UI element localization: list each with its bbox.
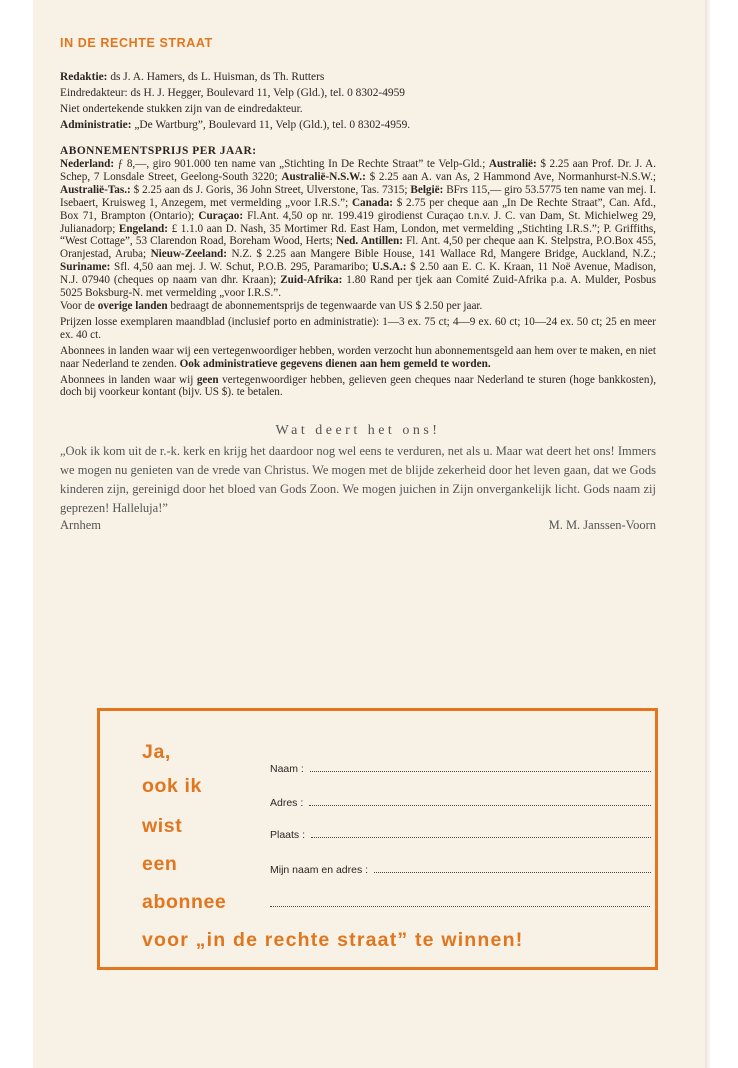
coupon-word-ook-ik: ook ik <box>142 775 202 797</box>
name-line[interactable] <box>310 770 651 772</box>
editorial-block <box>60 69 656 133</box>
city-field[interactable] <box>270 829 651 841</box>
city-label: Plaats : <box>270 829 306 841</box>
page-title: IN DE RECHTE STRAAT <box>60 36 213 50</box>
eindredakteur-line: Eindredakteur: ds H. J. Hegger, Boulevard 11, Velp (Gld.), tel. 0 8302-4959 <box>60 87 405 99</box>
coupon-word-een: een <box>142 853 178 875</box>
subscription-coupon <box>97 708 658 970</box>
redaktie-line: Redaktie: ds J. A. Hamers, ds L. Huisman, ds Th. Rutters <box>60 71 325 83</box>
address-label: Adres : <box>270 797 304 809</box>
coupon-word-abonnee: abonnee <box>142 891 227 913</box>
testimony-text: „Ook ik kom uit de r.-k. kerk en krijg het daardoor nog wel eens te verduren, net als u. Maar wat deert het ons! Immers we mogen nu genieten van de vrede van Christus. We mogen met de blijde zekerheid door het leven gaan, dat we Gods kinderen zijn, gereinigd door het bloed van Gods Zoon. We mogen juichen in Zijn onvergankelijk licht. Gods naam zij geprezen! Halleluja!” <box>60 444 656 516</box>
representative-note: Abonnees in landen waar wij een vertegenwoordiger hebben, worden verzocht hun abonnementsgeld aan hem over te maken, en niet naar Nederland te zenden. Ook administratieve gegevens dienen aan hem gemeld te worden. <box>60 344 656 370</box>
address-field[interactable] <box>270 797 651 809</box>
own-name-address-line[interactable] <box>374 871 651 873</box>
single-copy-prices: Prijzen losse exemplaren maandblad (inclusief porto en administratie): 1—3 ex. 75 ct; 4—9 ex. 60 ct; 10—24 ex. 50 ct; 25 en meer ex. 40 ct. <box>60 315 656 341</box>
city-line[interactable] <box>311 836 651 838</box>
unsigned-note: Niet ondertekende stukken zijn van de eindredakteur. <box>60 103 303 115</box>
testimony-signature <box>60 518 656 533</box>
name-field[interactable] <box>270 763 651 775</box>
page-content <box>60 36 656 533</box>
no-representative-note: Abonnees in landen waar wij geen vertegenwoordiger hebben, gelieven geen cheques naar Nederland te sturen (hoge bankkosten), doch bij voorkeur kontant (bijv. US $). te betalen. <box>60 373 656 399</box>
testimony-place: Arnhem <box>60 518 101 533</box>
administratie-line: Administratie: „De Wartburg”, Boulevard 11, Velp (Gld.), tel. 0 8302-4959. <box>60 119 411 131</box>
country-prices: Nederland: ƒ 8,—, giro 901.000 ten name van „Stichting In De Rechte Straat” te Velp-Gld.; Australië: $ 2.25 aan Prof. Dr. J. A. Schep, 7 Lonsdale Street, Geelong-South 3220; Australië-N.S.W.: $ 2.25 aan A. van As, 2 Hammond Ave, Normanhurst-N.S.W.; Australië-Tas.: $ 2.25 aan ds J. Goris, 36 John Street, Ulverstone, Tas. 7315; België: BFrs 115,— giro 53.5775 ten name van mej. I. Isebaert, Kruisweg 1, Anzegem, met vermelding „voor I.R.S.”; Canada: $ 2.75 per cheque aan „In De Rechte Straat”, Can. Afd., Box 71, Brampton (Ontario); Curaçao: Fl.Ant. 4,50 op nr. 199.419 girodienst Curaçao t.n.v. J. C. van Dam, St. Michielweg 29, Julianadorp; Engeland: £ 1.1.0 aan D. Nash, 35 Mortimer Rd. East Ham, London, met vermelding „Stichting I.R.S.”; P. Griffiths, “West Cottage”, 53 Clarendon Road, Boreham Wood, Herts; Ned. Antillen: Fl. Ant. 4,50 per cheque aan K. Stelpstra, P.O.Box 455, Oranjestad, Aruba; Nieuw-Zeeland: N.Z. $ 2.25 aan Mangere Bible House, 141 Wallace Rd, Mangere Bridge, Auckland, N.Z.; Suriname: Sfl. 4,50 aan mej. J. W. Schut, P.O.B. 295, Paramaribo; U.S.A.: $ 2.50 aan E. C. K. Kraan, 11 Noë Avenue, Madison, N.J. 07940 (cheques op naam van dhr. Kraan); Zuid-Afrika: 1.80 Rand per tjek aan Comité Zuid-Afrika p.a. A. Mulder, Posbus 5025 Boksburg-N. met vermelding „voor I.R.S.”. Voor de overige landen bedraagt de abonnementsprijs de tegenwaarde van US $ 2.50 per jaar. <box>60 158 657 312</box>
subscription-heading: ABONNEMENTSPRIJS PER JAAR: <box>60 145 257 157</box>
coupon-word-wist: wist <box>142 815 183 837</box>
coupon-tagline: voor „in de rechte straat” te winnen! <box>142 929 524 951</box>
testimony-heading: Wat deert het ons! <box>275 423 441 439</box>
testimony-author: M. M. Janssen-Voorn <box>548 518 656 533</box>
own-name-address-field[interactable] <box>270 864 651 876</box>
own-name-address-label: Mijn naam en adres : <box>270 864 369 876</box>
coupon-word-ja: Ja, <box>142 741 171 763</box>
address-line[interactable] <box>309 804 651 806</box>
extra-address-line[interactable] <box>270 906 650 907</box>
name-label: Naam : <box>270 763 304 775</box>
